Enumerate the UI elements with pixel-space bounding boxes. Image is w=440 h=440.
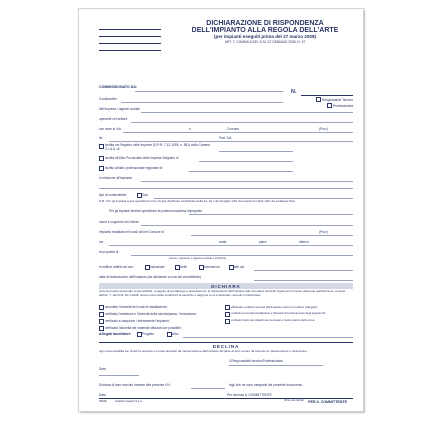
industrial-label: industriale: [150, 265, 165, 269]
undersigned-label: Il sottoscritto: [99, 97, 117, 101]
copy-label: PER IL COMMITTENTE: [308, 399, 347, 404]
customer-date-label: Data: [99, 393, 106, 397]
received-count-line[interactable]: [191, 388, 225, 389]
law-reference: ART. 7, COMMA 6 DEL D.M. 22 GENNAIO 2008, N. 37: [224, 39, 306, 44]
albo-imprese-checkbox[interactable]: [99, 156, 104, 161]
owner-line[interactable]: [131, 255, 353, 256]
footer: [99, 398, 353, 405]
firma-hint: (firma del cliente): [284, 399, 304, 402]
decl-left-item-3: verificato a campione / interamente l'impianto;: [105, 319, 170, 323]
decl-right-item-2: verificato la corretta installazione e l'idoneità di funzionamento degli apparecchi;: [231, 312, 326, 315]
tel-label: tel.: [99, 136, 104, 140]
realized-line[interactable]: [254, 280, 353, 281]
other-plants-line[interactable]: [189, 214, 353, 215]
comune-label: Comune: [227, 127, 240, 131]
commissioned-by-line[interactable]: [135, 91, 283, 92]
piva-label: Part. IVA: [219, 136, 232, 140]
responsible-line2: Professionista: [332, 104, 353, 108]
att-other-line[interactable]: [183, 337, 353, 338]
received-label: Dichiara di aver ricevuto insieme alla presente il N.: [99, 383, 171, 387]
declaration-text: sotto la propria personale responsabilità, a seguito di sopralluogo e accertamenti, la rispondenza dell'impianto alle normative tecniche vigenti al momento della sua realizzazione, ai sensi dell'art. 7, del D.M. 22-1-2008, tenuto conto delle condizioni di esercizio e degli usi a cui è destinato, avendo in particolare:: [99, 289, 346, 297]
tel-line[interactable]: [109, 141, 353, 142]
att-project-label: Progetto: [142, 332, 155, 336]
title-block: [175, 20, 355, 44]
use-label: in edificio adibito ad uso:: [99, 265, 134, 269]
subtitle: (per impianti eseguiti prima del 27 marzo 2008): [213, 34, 317, 40]
client-name-line[interactable]: [141, 225, 353, 226]
decl-left-checkbox-3[interactable]: [99, 319, 104, 324]
prov-label: (Prov.): [319, 127, 329, 131]
albo-imprese-label: iscritta all'Albo Provinciale delle Imprese Artigiane di: [105, 156, 179, 160]
other-plants-label: Per gli impianti elettrici specificare la potenza massima impegnata: [109, 209, 203, 213]
via-line[interactable]: [109, 245, 353, 246]
title-line1: DICHIARAZIONE DI RISPONDENZA: [206, 20, 324, 27]
owner-label: di proprietà di: [99, 250, 119, 254]
received-fogli: fogli che ne sono integranti del presente documento.: [229, 383, 304, 387]
undersigned-line[interactable]: [121, 102, 283, 103]
decl-left-checkbox-2[interactable]: [99, 312, 104, 317]
client-name-label: nome e cognome del cliente: [99, 220, 139, 224]
esecuzione-line[interactable]: [141, 181, 353, 182]
interno-label: interno: [299, 240, 309, 244]
installed-prov-label: (Prov.): [319, 230, 329, 234]
decl-right-item-1: effettuato verifiche ai locali dell'impianto interno di utilizzo (Allegato): [231, 305, 318, 309]
responsible-box: [316, 96, 353, 108]
date-line[interactable]: [99, 375, 139, 376]
gas-label: Gas: [142, 193, 148, 197]
reg-imprese-label: iscritta nel Registro delle Imprese (D.P.R. 7-12-1995, n. 581) della Camera C.I.A.A. di: [105, 143, 210, 151]
via-label: via: [99, 240, 104, 244]
decl-left-item-2: verificato l'esistenza e l'idoneità della valvola/passo, l'ubicazione;: [105, 312, 197, 316]
decl-left-checkbox-4[interactable]: [99, 326, 104, 331]
signature-line[interactable]: [229, 365, 323, 366]
declines-heading: DECLINA: [212, 343, 240, 349]
company-line[interactable]: [141, 112, 353, 113]
responsible-checkbox-1[interactable]: [316, 97, 321, 102]
fuel-label: tipo di combustibile:: [99, 193, 127, 197]
installed-in-line[interactable]: [191, 235, 353, 236]
number-label: N.: [291, 89, 297, 95]
decl-right-checkbox-1[interactable]: [225, 305, 230, 310]
signature-label: Il Responsabile tecnico/Professionista: [229, 359, 283, 363]
albo-prof-line[interactable]: [189, 171, 293, 172]
date-label: Data: [99, 367, 106, 371]
reg-imprese-checkbox[interactable]: [99, 144, 104, 149]
decl-left-item-4: verificato l'idoneità dei materiali utilizzati ove possibile;: [105, 326, 182, 330]
att-other-label: Altro: [172, 332, 179, 336]
commissioned-by-label: COMMISSIONATO DA:: [99, 85, 138, 89]
footer-publisher: Grafiche Gaspari S.p.A.: [115, 400, 143, 403]
albo-imprese-line[interactable]: [199, 161, 293, 162]
committente-label: Per ricevuta IL COMMITTENTE: [227, 393, 272, 397]
commercial-label: commercio: [204, 265, 220, 269]
decl-left-checkbox-1[interactable]: [99, 305, 104, 310]
albo-prof-checkbox[interactable]: [99, 166, 104, 171]
albo-prof-label: iscritto all'albo professionale regionale di: [105, 166, 163, 170]
installed-in-label: impianto installato nei locali siti nel Comune di: [99, 230, 165, 234]
civil-label: civile: [180, 265, 188, 269]
other-use-line[interactable]: [254, 270, 353, 271]
decl-right-checkbox-3[interactable]: [225, 319, 230, 324]
decl-right-item-3: verificato l'esito dei collaudi ove necessari e l'esito positivo delle prove;: [231, 319, 316, 322]
esecuzione-label: in relazione all'impianto: [99, 176, 133, 180]
form-sheet: [78, 8, 364, 412]
address-n-label: n.: [189, 127, 192, 131]
sector-line[interactable]: [131, 122, 353, 123]
attachments-label: Allegati facoltativi:: [99, 332, 131, 336]
declaration-heading: DICHIARA: [211, 283, 241, 289]
footer-code: 9646E: [99, 400, 107, 403]
responsible-line1: Responsabile Tecnico: [322, 98, 353, 102]
owner-hint: (nome, cognome o ragione sociale e indirizzo): [169, 256, 227, 260]
reg-imprese-line[interactable]: [219, 151, 293, 152]
scala-label: scala: [219, 240, 227, 244]
decl-left-item-1: accertato l'idoneità dei locali di installazione;: [105, 305, 168, 309]
other-use-label: altri usi: [234, 265, 245, 269]
piano-label: piano: [259, 240, 267, 244]
company-label: dell'impresa / ragione sociale: [99, 107, 141, 111]
esecuzione-line-2[interactable]: [99, 188, 353, 189]
logo-lines: [99, 23, 161, 63]
decl-right-checkbox-2[interactable]: [225, 312, 230, 317]
realized-label: data di realizzazione dell'impianto (da dichiarare a cura del committente): [99, 275, 202, 279]
sector-label: operante nel settore: [99, 117, 128, 121]
title-line2: DELL'IMPIANTO ALLA REGOLA DELL'ARTE: [191, 27, 339, 35]
address-line[interactable]: [123, 132, 353, 133]
responsible-checkbox-2[interactable]: [327, 103, 332, 108]
fuel-note: N.B.: Per gli impianti a gas specificare il tipo di gas distribuito canalizzato della 1a, 2a o 3a famiglia; GPL da recipienti mobili; GPL da serbatoio fisso.: [99, 199, 296, 203]
declines-text: ogni responsabilità per sinistri a persone o a cose derivanti da manomissione dell'impianto da parte di terzi ovvero da carenze di manutenzione o riparazione.: [99, 349, 308, 353]
address-label: con sede in Via: [99, 127, 121, 131]
